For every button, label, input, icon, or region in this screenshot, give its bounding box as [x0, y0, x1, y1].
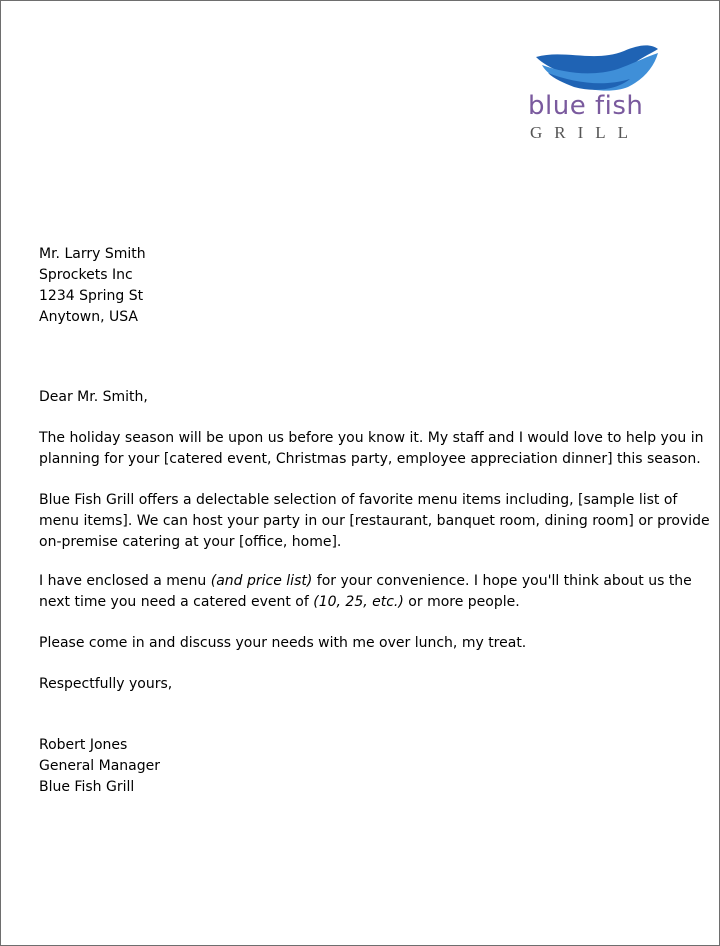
recipient-company: Sprockets Inc — [39, 267, 133, 283]
closing: Respectfully yours, — [39, 676, 173, 692]
paragraph-2-line-2: menu items]. We can host your party in our [restaurant, banquet room, dining room] or provide — [39, 513, 710, 529]
logo-subname: GRILL — [530, 123, 641, 142]
p3-text-d: next time you need a catered event of — [39, 594, 314, 610]
paragraph-3-line-2 — [39, 592, 689, 613]
recipient-street: 1234 Spring St — [39, 288, 144, 304]
logo-name: blue fish — [528, 91, 644, 121]
p3-text-a: I have enclosed a menu — [39, 573, 211, 589]
paragraph-1-line-2: planning for your [catered event, Christmas party, employee appreciation dinner] this season. — [39, 451, 701, 467]
p3-text-f: or more people. — [403, 594, 520, 610]
signer-title: General Manager — [39, 758, 160, 774]
paragraph-3-line-1 — [39, 571, 692, 592]
wave-logo-icon — [534, 43, 660, 95]
recipient-name: Mr. Larry Smith — [39, 246, 146, 262]
salutation: Dear Mr. Smith, — [39, 389, 148, 405]
signer-company: Blue Fish Grill — [39, 779, 135, 795]
paragraph-1-line-1: The holiday season will be upon us before you know it. My staff and I would love to help you in — [39, 430, 704, 446]
signer-name: Robert Jones — [39, 737, 128, 753]
paragraph-2-line-3: on-premise catering at your [office, home]. — [39, 534, 342, 550]
paragraph-4: Please come in and discuss your needs with me over lunch, my treat. — [39, 635, 527, 651]
signature-block — [39, 735, 160, 798]
recipient-city: Anytown, USA — [39, 309, 138, 325]
p3-italic-counts: (10, 25, etc.) — [313, 594, 404, 610]
p3-italic-price-list: (and price list) — [210, 573, 313, 589]
blue-fish-grill-logo — [528, 43, 668, 147]
paragraph-1 — [39, 428, 704, 470]
recipient-address — [39, 244, 146, 328]
paragraph-2 — [39, 490, 710, 553]
paragraph-2-line-1: Blue Fish Grill offers a delectable selection of favorite menu items including, [sample list of — [39, 492, 678, 508]
p3-text-c: for your convenience. I hope you'll think about us the — [312, 573, 692, 589]
paragraph-3 — [39, 571, 692, 613]
